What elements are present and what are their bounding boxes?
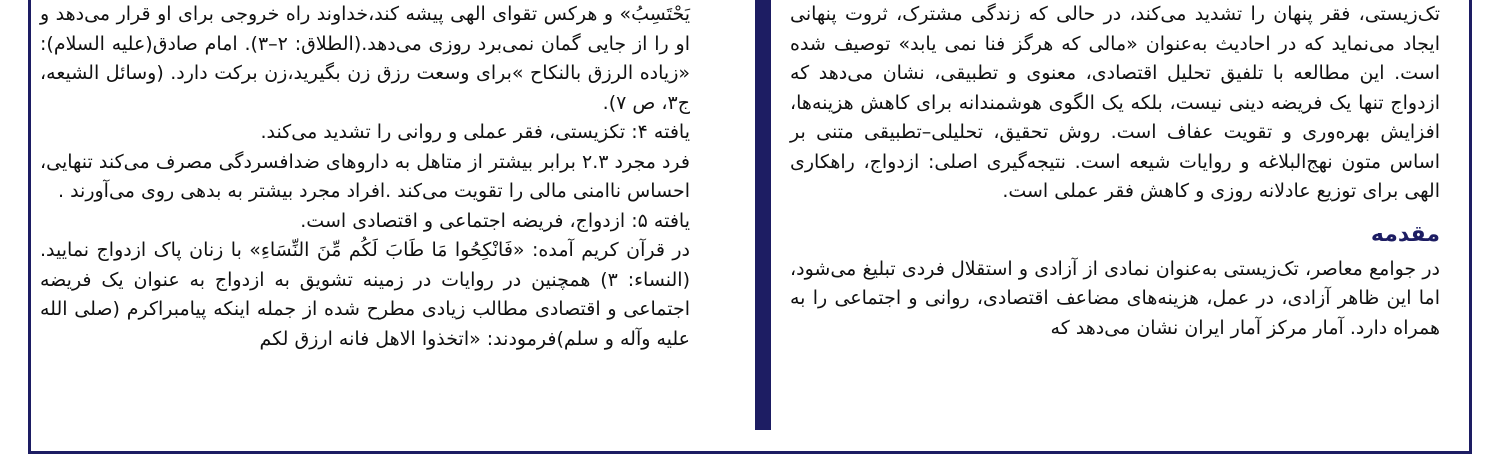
column-divider-bar bbox=[755, 0, 771, 430]
left-paragraph-3: فرد مجرد ۲.۳ برابر بیشتر از متاهل به داروهای ضدافسردگی مصرف می‌کند تنهایی، احساس ناامنی مالی را تقویت می‌کند .افراد مجرد بیشتر به بدهی روی می‌آورند . bbox=[40, 150, 690, 202]
section-heading: مقدمه bbox=[1370, 221, 1440, 247]
abstract-text: تک‌زیستی، فقر پنهان را تشدید می‌کند، در حالی که زندگی مشترک، ثروت پنهانی ایجاد می‌نماید که در احادیث به‌عنوان «مالی که هرگز فنا نمی یابد» توصیف شده است. این مطالعه با تلفیق تحلیل اقتصادی، معنوی و تطبیقی، نشان می‌دهد که ازدواج تنها یک فریضه دینی نیست، بلکه یک الگوی هوشمندانه برای کاهش هزینه‌ها، افزایش بهره‌وری و تقویت عفاف است. روش تحقیق، تحلیلی–تطبیقی متنی بر اساس متون نهج‌البلاغه و روایات شیعه است. نتیجه‌گیری اصلی: ازدواج، راهکاری الهی برای توزیع عادلانه روزی و کاهش فقر عملی است. bbox=[790, 3, 1440, 202]
left-column bbox=[40, 0, 690, 354]
left-finding-4: یافته ۴: تکزیستی، فقر عملی و روانی را تشدید می‌کند. bbox=[260, 121, 690, 143]
right-column bbox=[790, 0, 1440, 343]
left-finding-5: یافته ۵: ازدواج، فریضه اجتماعی و اقتصادی است. bbox=[300, 209, 690, 232]
left-paragraph-1: يَحْتَسِبُ» و هرکس تقوای الهی پیشه کند،خداوند راه خروجی برای او قرار می‌دهد و او را از جایی گمان نمی‌برد روزی می‌دهد.(الطلاق: ۲–۳). امام صادق(علیه السلام): «زیاده الرزق بالنکاح »برای وسعت رزق زن بگیرید،زن برکت دارد. (وسائل الشیعه، ج۳، ص ۷). bbox=[40, 3, 690, 114]
left-paragraph-5: در قرآن کریم آمده: «فَانْکِحُوا مَا طَابَ لَکُم مِّنَ النِّسَاءِ» با زنان پاک ازدواج نمایید. (النساء: ۳) همچنین در روایات در زمینه تشویق به ازدواج به عنوان یک فریضه اجتماعی و اقتصادی مطالب زیادی مطرح شده از جمله اینکه پیامبراکرم (صلی الله علیه وآله و سلم)فرمودند: «اتخذوا الاهل فانه ارزق لکم bbox=[40, 239, 691, 350]
intro-text: در جوامع معاصر، تک‌زیستی به‌عنوان نمادی از آزادی و استقلال فردی تبلیغ می‌شود، اما این ظاهر آزادی، در عمل، هزینه‌های مضاعف اقتصادی، روانی و اجتماعی را به همراه دارد. آمار مرکز آمار ایران نشان می‌دهد که bbox=[790, 257, 1440, 339]
